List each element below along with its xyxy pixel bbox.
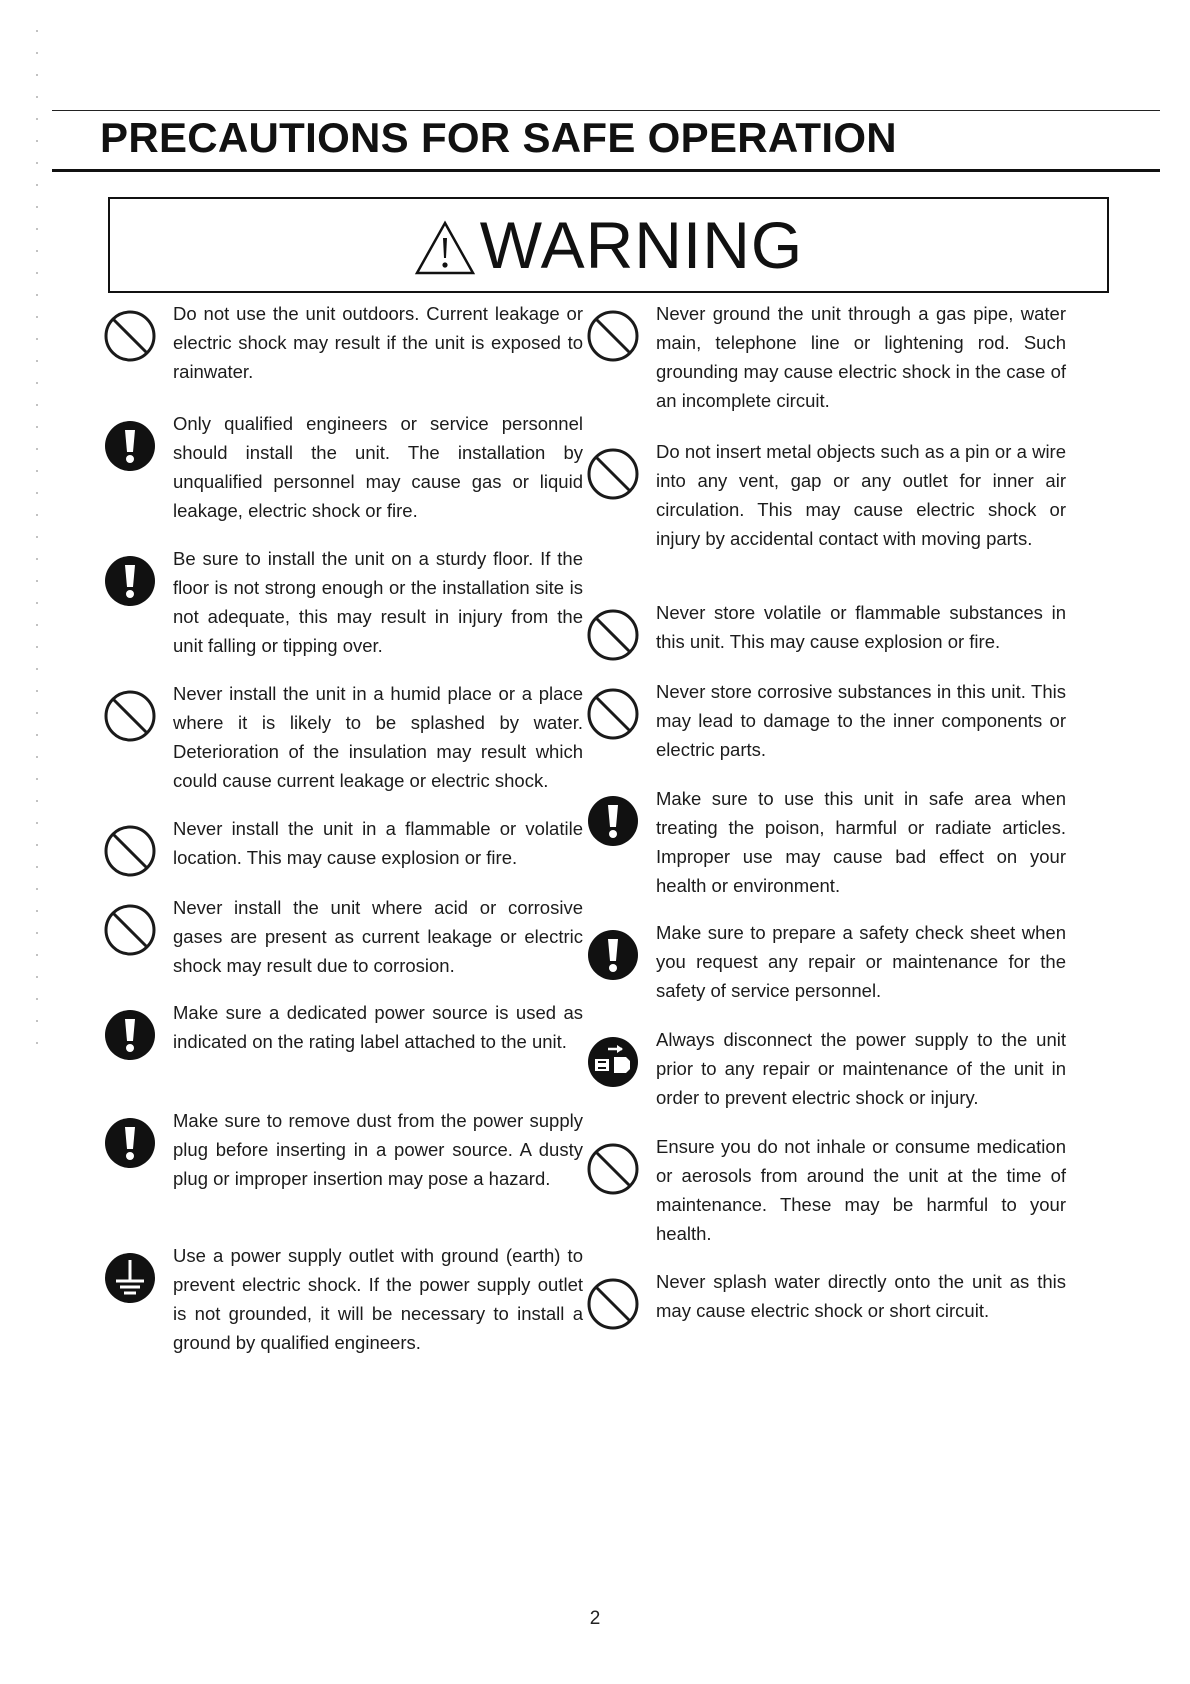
mandatory-action-icon [103, 554, 157, 608]
page-title: PRECAUTIONS FOR SAFE OPERATION [100, 114, 897, 161]
warning-item-text: Never store corrosive substances in this unit. This may lead to damage to the inner components or electric parts. [656, 681, 1066, 760]
prohibition-icon [103, 903, 157, 957]
warning-item-text: Ensure you do not inhale or consume medication or aerosols from around the unit at the time of maintenance. These may be harmful to your health. [656, 1136, 1066, 1244]
warning-item-text: Make sure to use this unit in safe area when treating the poison, harmful or radiate articles. Improper use may cause bad effect on your health or environment. [656, 788, 1066, 896]
mandatory-action-icon [103, 1116, 157, 1170]
mandatory-action-icon [103, 419, 157, 473]
ground-icon [103, 1251, 157, 1305]
prohibition-icon [586, 608, 640, 662]
warning-item-text: Only qualified engineers or service personnel should install the unit. The installation by unqualified personnel may cause gas or liquid leakage, electric shock or fire. [173, 413, 583, 521]
prohibition-icon [586, 1142, 640, 1196]
warning-item-text: Use a power supply outlet with ground (earth) to prevent electric shock. If the power supply outlet is not grounded, it will be necessary to install a ground by qualified engineers. [173, 1245, 583, 1353]
warning-item-text: Do not use the unit outdoors. Current leakage or electric shock may result if the unit is exposed to rainwater. [173, 303, 583, 382]
warning-item-text: Do not insert metal objects such as a pin or a wire into any vent, gap or any outlet for inner air circulation. This may cause electric shock or injury by accidental contact with moving parts. [656, 441, 1066, 549]
warning-item-text: Never splash water directly onto the unit as this may cause electric shock or short circuit. [656, 1271, 1066, 1321]
mandatory-action-icon [586, 928, 640, 982]
warning-item-text: Make sure to prepare a safety check sheet when you request any repair or maintenance for the safety of service personnel. [656, 922, 1066, 1001]
warning-triangle-icon [414, 220, 476, 276]
warning-item-text: Always disconnect the power supply to the unit prior to any repair or maintenance of the unit in order to prevent electric shock or injury. [656, 1029, 1066, 1108]
prohibition-icon [586, 1277, 640, 1331]
warning-item-text: Make sure a dedicated power source is used as indicated on the rating label attached to the unit. [173, 1002, 583, 1052]
warning-label: WARNING [479, 208, 804, 282]
prohibition-icon [586, 447, 640, 501]
warning-item-text: Never install the unit in a humid place or a place where it is likely to be splashed by water. Deterioration of the insulation may result which could cause current leakage or electric shock. [173, 683, 583, 791]
prohibition-icon [103, 689, 157, 743]
prohibition-icon [586, 687, 640, 741]
warning-item-text: Never install the unit where acid or corrosive gases are present as current leakage or electric shock may result due to corrosion. [173, 897, 583, 976]
margin-scan-marks [36, 30, 38, 1060]
warning-item-text: Never store volatile or flammable substances in this unit. This may cause explosion or fire. [656, 602, 1066, 652]
header-top-rule [52, 110, 1160, 111]
mandatory-action-icon [586, 794, 640, 848]
warning-item-text: Never ground the unit through a gas pipe, water main, telephone line or lightening rod. Such grounding may cause electric shock in the case of an incomplete circuit. [656, 303, 1066, 411]
warning-banner [108, 197, 1109, 293]
prohibition-icon [103, 824, 157, 878]
warning-item-text: Make sure to remove dust from the power supply plug before inserting in a power source. A dusty plug or improper insertion may pose a hazard. [173, 1110, 583, 1189]
warning-item-text: Never install the unit in a flammable or volatile location. This may cause explosion or fire. [173, 818, 583, 868]
prohibition-icon [103, 309, 157, 363]
header-bottom-rule [52, 169, 1160, 172]
page-number: 2 [589, 1608, 601, 1629]
prohibition-icon [586, 309, 640, 363]
warning-item-text: Be sure to install the unit on a sturdy floor. If the floor is not strong enough or the installation site is not adequate, this may result in injury from the unit falling or tipping over. [173, 548, 583, 656]
mandatory-action-icon [103, 1008, 157, 1062]
unplug-icon [586, 1035, 640, 1089]
